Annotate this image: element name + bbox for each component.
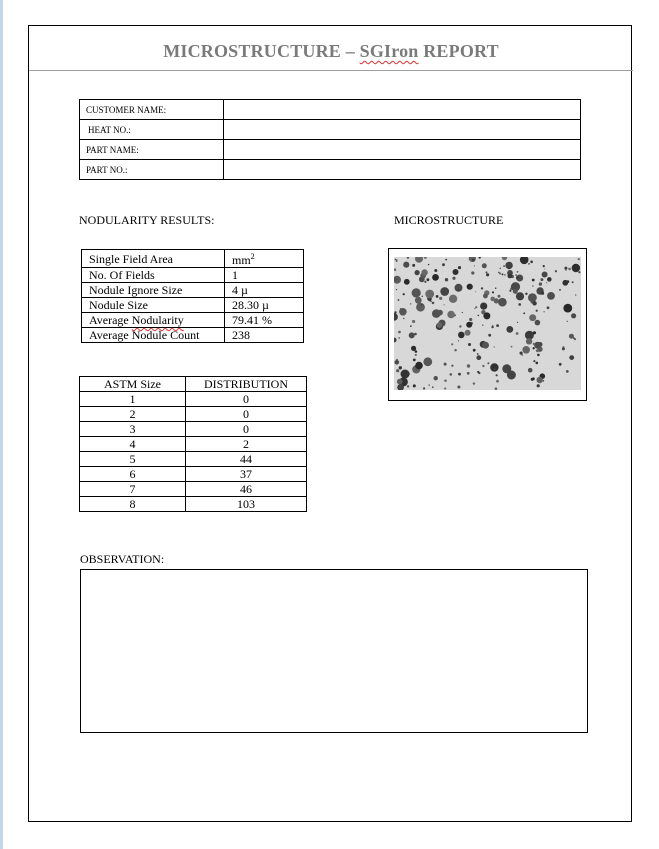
report-title: MICROSTRUCTURE – SGIron REPORT (163, 41, 499, 61)
microstructure-frame (388, 248, 587, 401)
table-row (80, 160, 581, 180)
table-row (82, 328, 304, 343)
table-row (80, 497, 307, 512)
astm-size-cell: 8 (80, 497, 186, 512)
table-row (80, 100, 581, 120)
observation-box[interactable] (80, 569, 588, 733)
distribution-cell: 46 (186, 482, 307, 497)
astm-size-cell: 4 (80, 437, 186, 452)
distribution-cell: 37 (186, 467, 307, 482)
astm-size-cell: 2 (80, 407, 186, 422)
part-no-label: PART NO.: (80, 160, 224, 180)
spellcheck-word: SGIron (359, 41, 419, 61)
table-row (80, 120, 581, 140)
heat-no-value[interactable] (224, 120, 581, 140)
average-nodule-count-value: 238 (225, 328, 304, 343)
nodularity-heading: NODULARITY RESULTS: (79, 213, 215, 227)
distribution-cell: 0 (186, 392, 307, 407)
astm-size-cell: 3 (80, 422, 186, 437)
astm-size-header: ASTM Size (80, 377, 186, 392)
spellcheck-word: Nodularity (131, 313, 184, 327)
table-row (82, 313, 304, 328)
single-field-area-value: $mm^2$ (225, 250, 304, 268)
table-row (80, 452, 307, 467)
table-row (80, 467, 307, 482)
no-of-fields-label: No. Of Fields (82, 268, 225, 283)
table-row (82, 283, 304, 298)
table-row (82, 298, 304, 313)
table-row (80, 392, 307, 407)
nodule-ignore-size-value: 4 µ (225, 283, 304, 298)
customer-name-label: CUSTOMER NAME: (80, 100, 224, 120)
part-no-value[interactable] (224, 160, 581, 180)
astm-size-cell: 7 (80, 482, 186, 497)
table-row (80, 437, 307, 452)
distribution-cell: 0 (186, 407, 307, 422)
micrograph-image (394, 257, 581, 390)
astm-size-cell: 5 (80, 452, 186, 467)
astm-size-cell: 6 (80, 467, 186, 482)
nodule-size-label: Nodule Size (82, 298, 225, 313)
distribution-header: DISTRIBUTION (186, 377, 307, 392)
title-divider (29, 70, 633, 71)
average-nodularity-value: 79.41 % (225, 313, 304, 328)
average-nodularity-label: Average Nodularity (82, 313, 225, 328)
nodule-ignore-size-label: Nodule Ignore Size (82, 283, 225, 298)
distribution-cell: 44 (186, 452, 307, 467)
table-header-row (80, 377, 307, 392)
average-nodule-count-label: Average Nodule Count (82, 328, 225, 343)
customer-name-value[interactable] (224, 100, 581, 120)
document-page (3, 0, 659, 849)
table-row (82, 268, 304, 283)
part-name-value[interactable] (224, 140, 581, 160)
heat-no-label: HEAT NO.: (80, 120, 224, 140)
astm-distribution-table (79, 376, 307, 512)
table-row (80, 140, 581, 160)
microstructure-heading: MICROSTRUCTURE (394, 213, 504, 227)
table-row (80, 407, 307, 422)
customer-info-table (79, 99, 581, 180)
distribution-cell: 0 (186, 422, 307, 437)
part-name-label: PART NAME: (80, 140, 224, 160)
nodule-size-value: 28.30 µ (225, 298, 304, 313)
observation-heading: OBSERVATION: (80, 552, 165, 566)
astm-size-cell: 1 (80, 392, 186, 407)
table-row (80, 422, 307, 437)
report-frame (28, 25, 632, 822)
table-row (82, 250, 304, 268)
no-of-fields-value: 1 (225, 268, 304, 283)
distribution-cell: 2 (186, 437, 307, 452)
table-row (80, 482, 307, 497)
single-field-area-label: Single Field Area (82, 250, 225, 268)
nodularity-table (81, 249, 304, 343)
distribution-cell: 103 (186, 497, 307, 512)
